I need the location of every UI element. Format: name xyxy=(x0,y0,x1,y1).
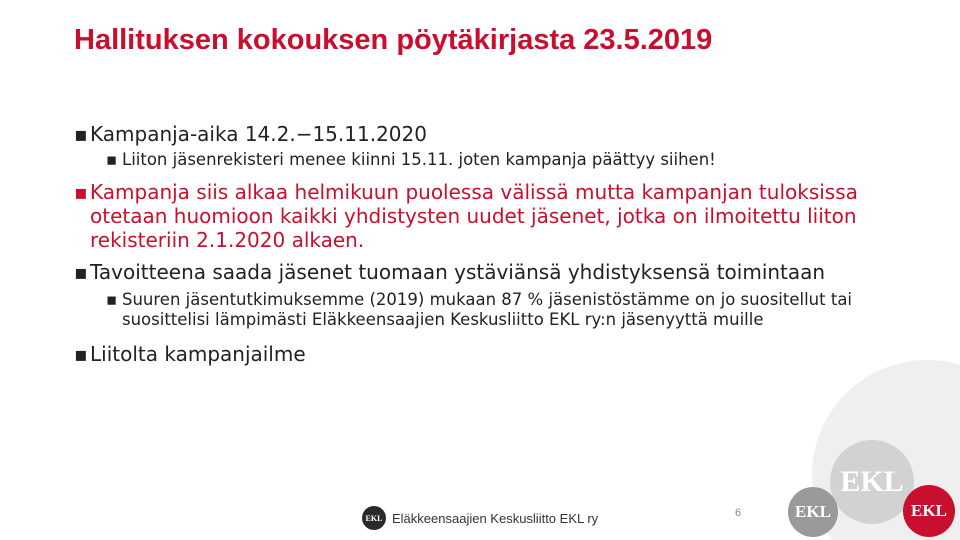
bullet-survey: ▪ Suuren jäsentutkimuksemme (2019) mukaan 87 % jäsenistöstämme on jo suositellut tai suosittelisi lämpimästi Eläkkeensaajien Keskusliitto EKL ry:n jäsenyyttä muille xyxy=(106,290,874,330)
bullet-campaign-start: ▪ Kampanja siis alkaa helmikuun puolessa välissä mutta kampanjan tuloksissa otetaan huomioon kaikki yhdistysten uudet jäsenet, jotka on ilmoitettu liiton rekisteriin 2.1.2020 alkaen. xyxy=(74,180,874,252)
footer-logo xyxy=(362,506,386,530)
logo-text: EKL xyxy=(840,465,904,498)
bullet-campaign-look: ▪ Liitolta kampanjailme xyxy=(74,342,874,366)
ekl-logo-grey xyxy=(788,487,838,537)
bullet-register-closes: ▪ Liiton jäsenrekisteri menee kiinni 15.11. joten kampanja päättyy siihen! xyxy=(106,150,874,170)
slide-title: Hallituksen kokouksen pöytäkirjasta 23.5.2019 xyxy=(74,24,713,56)
footer-org-name: Eläkkeensaajien Keskusliitto EKL ry xyxy=(392,510,599,526)
ekl-logo-red xyxy=(903,485,955,537)
bullet-goal: ▪ Tavoitteena saada jäsenet tuomaan ystäviänsä yhdistyksensä toimintaan xyxy=(74,260,874,284)
bullet-campaign-period: ▪ Kampanja-aika 14.2.−15.11.2020 xyxy=(74,122,874,146)
footer xyxy=(362,506,598,530)
logo-text: EKL xyxy=(365,513,383,523)
ekl-logo-large xyxy=(830,440,914,524)
logo-text: EKL xyxy=(911,501,947,520)
page-number: 6 xyxy=(735,507,742,519)
bullet-list xyxy=(74,122,874,374)
logo-text: EKL xyxy=(795,502,831,521)
